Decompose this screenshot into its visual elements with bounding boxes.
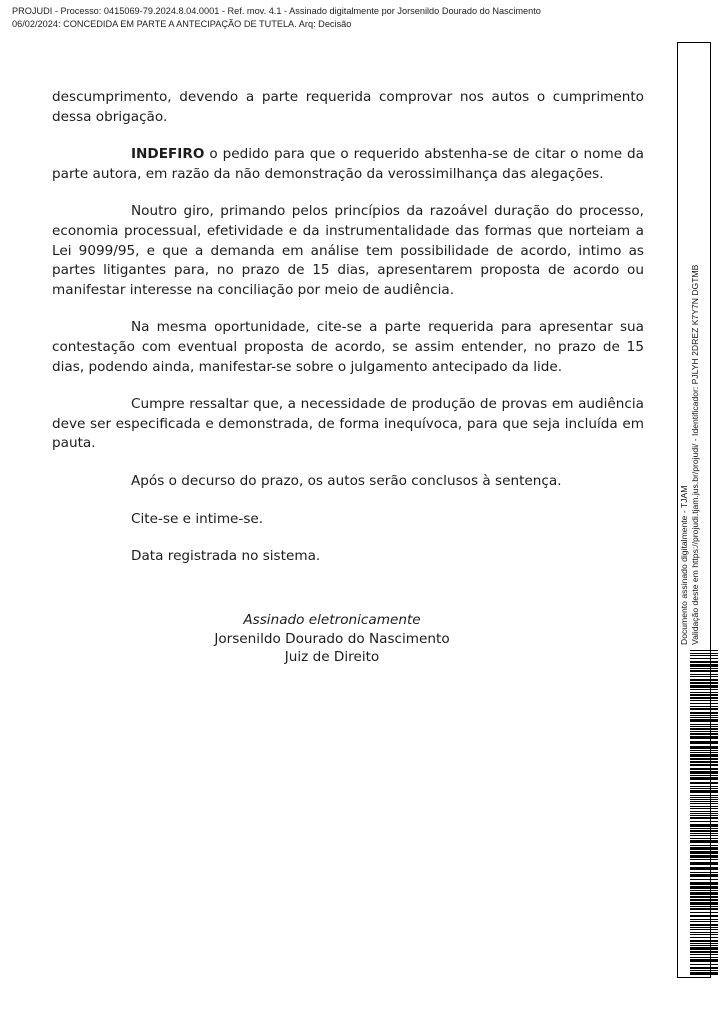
validation-stamp-text <box>679 185 701 645</box>
signature-electronic: Assinado eletronicamente <box>243 612 421 628</box>
signature-name: Jorsenildo Dourado do Nascimento <box>214 630 450 647</box>
paragraph-5: Cumpre ressaltar que, a necessidade de produção de provas em audiência deve ser especificada e demonstrada, de forma inequívoca, para que seja incluída em pauta. <box>52 396 644 452</box>
stamp-line-1: Documento assinado digitalmente - TJAM <box>679 485 689 645</box>
indefiro-bold: INDEFIRO <box>131 146 205 163</box>
barcode-image <box>690 650 718 976</box>
paragraph-6: Após o decurso do prazo, os autos serão conclusos à sentença. <box>131 472 562 489</box>
paragraph-8: Data registrada no sistema. <box>131 548 321 565</box>
paragraph-2-rest: o pedido para que o requerido abstenha-se de citar o nome da parte autora, em razão da não demonstração da verossimilhança das alegações. <box>52 146 644 182</box>
document-header <box>12 5 692 31</box>
signature-role: Juiz de Direito <box>284 649 380 665</box>
paragraph-7: Cite-se e intime-se. <box>131 510 264 527</box>
stamp-line-2: Validação deste em https://projudi.tjam.jus.br/projudi/ - Identificador: PJLYH 2DREZ K7Y7N DGTMB <box>690 264 700 645</box>
paragraph-1: descumprimento, devendo a parte requerida comprovar nos autos o cumprimento dessa obrigação. <box>52 89 644 125</box>
paragraph-4: Na mesma oportunidade, cite-se a parte requerida para apresentar sua contestação com eventual proposta de acordo, se assim entender, no prazo de 15 dias, podendo ainda, manifestar-se sobre o julgamento antecipado da lide. <box>52 319 644 375</box>
header-line-1: PROJUDI - Processo: 0415069-79.2024.8.04.0001 - Ref. mov. 4.1 - Assinado digitalmente por Jorsenildo Dourado do Nascimento <box>12 6 541 16</box>
signature-block <box>200 611 464 667</box>
paragraph-3: Noutro giro, primando pelos princípios da razoável duração do processo, economia processual, efetividade e da instrumentalidade das formas que norteiam a Lei 9099/95, e que a demanda em análise tem possibilidade de acordo, intimo as partes litigantes para, no prazo de 15 dias, apresentarem proposta de acordo ou manifestar interesse na conciliação por meio de audiência. <box>52 203 644 298</box>
paragraph-2 <box>52 145 644 184</box>
header-line-2: 06/02/2024: CONCEDIDA EM PARTE A ANTECIPAÇÃO DE TUTELA. Arq: Decisão <box>12 19 352 29</box>
decision-body <box>52 88 644 585</box>
